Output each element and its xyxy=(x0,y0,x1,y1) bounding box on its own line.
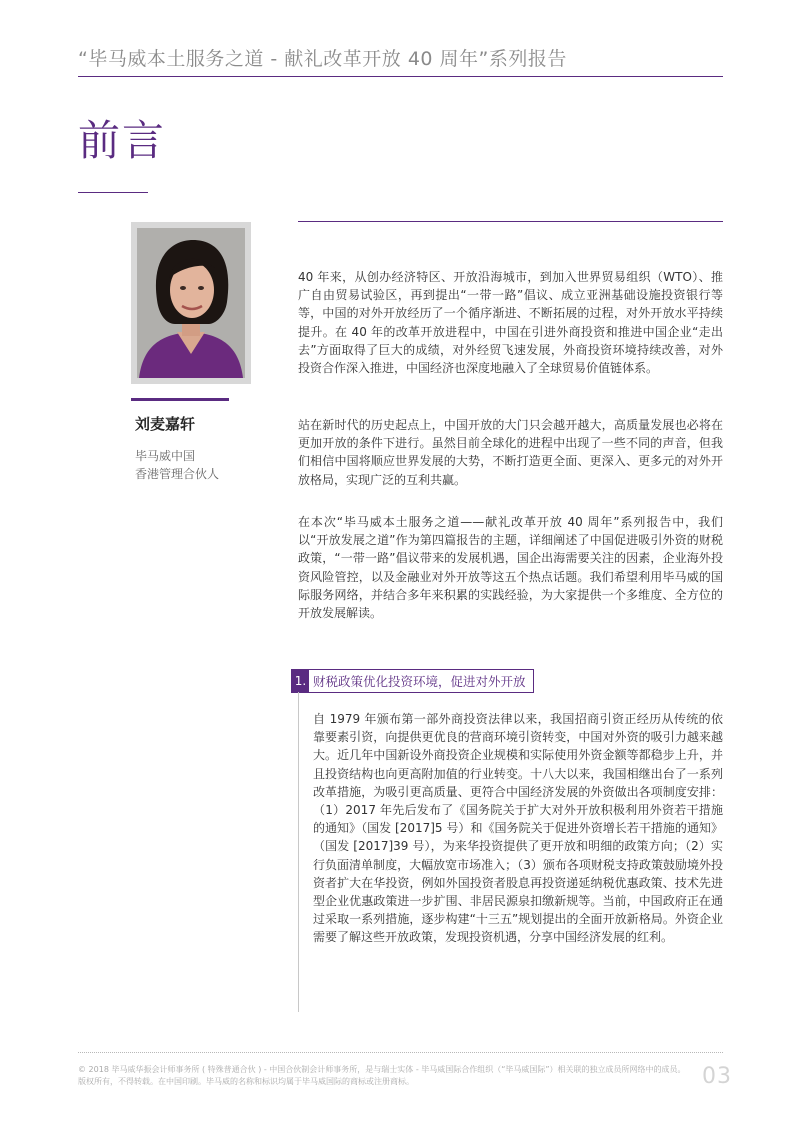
paragraph-text: 40 年来，从创办经济特区、开放沿海城市，到加入世界贸易组织（WTO）、推广自由贸易试验区，再到提出“一带一路”倡议、成立亚洲基础设施投资银行等等，中国的对外开放经历了一个循序渐进、不断拓展的过程，对外开放水平持续提升。在 40 年的改革开放进程中，中国在引进外商投资和推进中国企业“走出去”方面取得了巨大的成绩，对外经贸飞速发展，外商投资环境持续改善，对外投资合作深入推进，中国经济也深度地融入了全球贸易价值链体系。 xyxy=(298,270,723,376)
header-rule xyxy=(78,76,723,77)
author-title xyxy=(135,447,265,483)
section-1-body: 自 1979 年颁布第一部外商投资法律以来，我国招商引资正经历从传统的依靠要素引资，向提供更优良的营商环境引资转变，中国对外资的吸引力越来越大。近几年中国新设外商投资企业规模和实际使用外资金额等都稳步上升，并且投资结构也向更高附加值的行业转变。十八大以来，我国相继出台了一系列改革措施，为吸引更高质量、更符合中国经济发展的外资做出各项制度安排：（1）2017 年先后发布了《国务院关于扩大对外开放积极利用外资若干措施的通知》（国发 [2017]5 号）和《国务院关于促进外资增长若干措施的通知》（国发 [2017]39 号），为来华投资提供了更开放和明细的政策方向；（2）实行负面清单制度，大幅放宽市场准入；（3）颁布各项财税支持政策鼓励境外投资者扩大在华投资，例如外国投资者股息再投资递延纳税优惠政策、技术先进型企业优惠政策进一步扩围、非居民源泉扣缴新规等。当前，中国政府正在通过采取一系列措施，逐步构建“十三五”规划提出的全面开放新格局。外资企业需要了解这些开放政策，发现投资机遇，分享中国经济发展的红利。 xyxy=(313,712,723,945)
paragraph-text: 站在新时代的历史起点上，中国开放的大门只会越开越大，高质量发展也必将在更加开放的条件下进行。虽然目前全球化的进程中出现了一些不同的声音，但我们相信中国将顺应世界发展的大势，不断打造更全面、更深入、更多元的对外开放格局，实现广泛的互利共赢。 xyxy=(298,418,723,487)
section-title: 财税政策优化投资环境，促进对外开放 xyxy=(313,674,526,689)
series-title: “毕马威本土服务之道 - 献礼改革开放 40 周年”系列报告 xyxy=(78,48,567,70)
column-rule xyxy=(298,221,723,222)
section-1-heading xyxy=(291,669,534,693)
author-title-role: 香港管理合伙人 xyxy=(135,467,220,481)
intro-paragraph-2 xyxy=(298,416,723,489)
footer-copyright: © 2018 毕马威华振会计师事务所 ( 特殊普通合伙 ) - 中国合伙制会计师事务所，是与瑞士实体 - 毕马威国际合作组织（“毕马威国际”）相关联的独立成员所网络中的成员。版权所有，不得转载。在中国印刷。毕马威的名称和标识均属于毕马威国际的商标或注册商标。 xyxy=(78,1065,686,1086)
author-name: 刘麦嘉轩 xyxy=(135,415,196,433)
title-underline xyxy=(78,192,148,193)
paragraph-text: 在本次“毕马威本土服务之道——献礼改革开放 40 周年”系列报告中，我们以“开放发展之道”作为第四篇报告的主题，详细阐述了中国促进吸引外资的财税政策，“一带一路”倡议带来的发展机遇，国企出海需要关注的因素，企业海外投资风险管控，以及金融业对外开放等这五个热点话题。我们希望利用毕马威的国际服务网络，并结合多年来积累的实践经验，为大家提供一个多维度、全方位的开放发展解读。 xyxy=(298,515,723,621)
author-title-org: 毕马威中国 xyxy=(135,449,196,463)
portrait-image xyxy=(137,228,245,378)
section-side-rule xyxy=(298,692,299,1012)
page-number: 03 xyxy=(702,1064,732,1089)
bio-accent-rule xyxy=(131,398,229,401)
intro-paragraph-3 xyxy=(298,513,723,622)
author-photo xyxy=(131,222,251,384)
footer-rule xyxy=(78,1052,723,1053)
page-title: 前言 xyxy=(78,116,167,165)
section-number: 1. xyxy=(292,670,309,692)
intro-paragraph-1 xyxy=(298,268,723,377)
